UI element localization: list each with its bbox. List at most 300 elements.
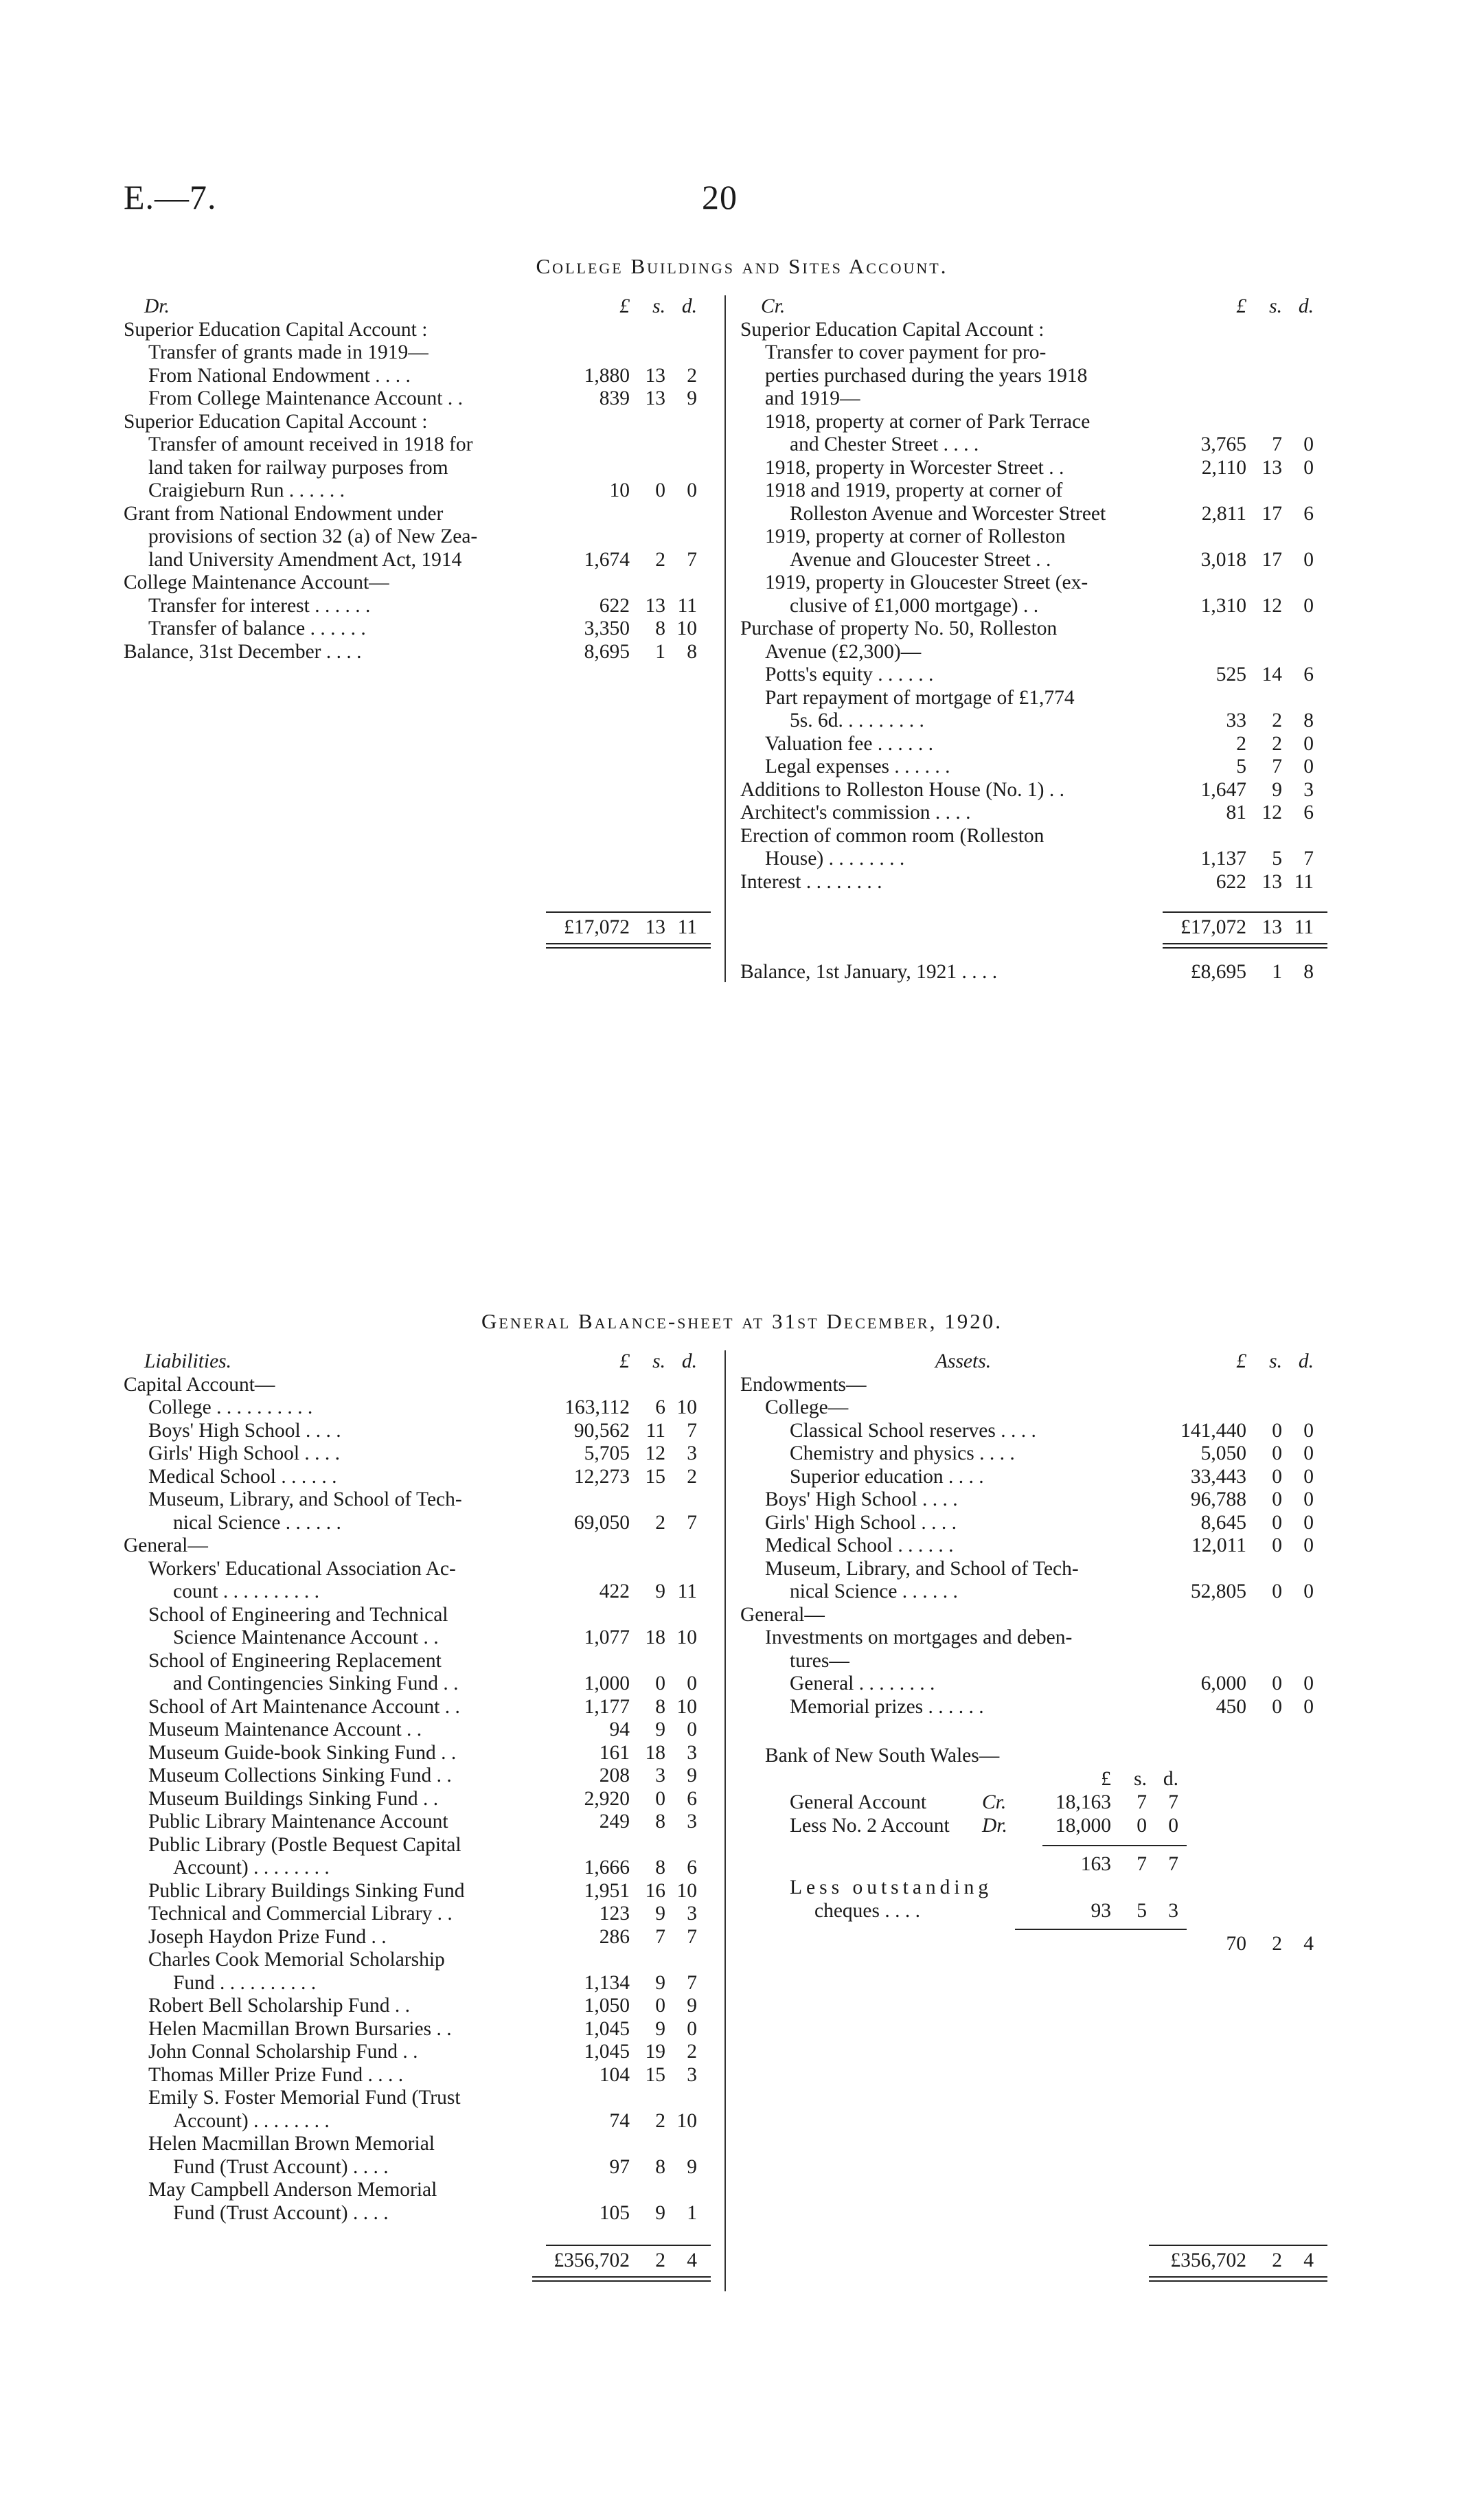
cr-row-shillings: 7 <box>1272 756 1282 778</box>
cr-row-label: and Chester Street . . . . <box>790 433 979 455</box>
dr-row-pounds: 8,695 <box>584 640 630 663</box>
cr-row-pounds: 622 <box>1215 870 1246 893</box>
cr-row <box>740 848 1314 871</box>
liabilities-currency-s: s. <box>652 1350 665 1372</box>
cr-total-rule-bottom <box>1163 943 1327 949</box>
cr-row-shillings: 12 <box>1262 802 1282 824</box>
cr-row-label: 1918, property at corner of Park Terrace <box>765 410 1091 433</box>
liabilities-row-pence: 9 <box>687 1765 697 1786</box>
liabilities-row-amount <box>549 2064 697 2087</box>
page-reference: E.—7. <box>124 178 217 216</box>
cr-row-pounds: 5 <box>1236 756 1246 778</box>
liabilities-row-pounds: 1,050 <box>584 1995 630 2017</box>
cr-row-shillings: 13 <box>1262 870 1282 893</box>
liabilities-row-shillings: 9 <box>655 2201 665 2224</box>
liabilities-row-amount <box>549 1811 697 1834</box>
dr-row-shillings: 2 <box>655 548 665 571</box>
cr-row-label: Potts's equity . . . . . . <box>765 663 934 685</box>
liabilities-row-label: Boys' High School . . . . <box>148 1419 341 1442</box>
dr-row-pence: 11 <box>677 594 697 617</box>
dr-row-pence: 7 <box>687 548 697 571</box>
dr-row-amount <box>549 549 697 572</box>
liabilities-row-amount <box>549 1696 697 1719</box>
cr-row-label: 1919, property in Gloucester Street (ex- <box>765 571 1088 593</box>
cr-row <box>740 871 1314 894</box>
dr-total-pounds: £17,072 <box>564 916 630 938</box>
dr-row-amount <box>549 387 697 411</box>
cr-row-label: Valuation fee . . . . . . <box>765 732 933 755</box>
cr-currency-l: £ <box>1236 295 1246 317</box>
liabilities-row <box>124 1972 697 1995</box>
liabilities-row <box>124 1488 697 1512</box>
assets-row-pounds: 141,440 <box>1180 1419 1246 1442</box>
cr-row <box>740 365 1314 388</box>
dr-currency-header <box>549 295 697 319</box>
cr-balance-pence: 8 <box>1303 961 1314 983</box>
liabilities-row-amount <box>549 1880 697 1903</box>
cr-row <box>740 641 1314 664</box>
cr-row-amount <box>1165 457 1314 480</box>
cr-row-amount <box>1165 663 1314 687</box>
dr-row-shillings: 0 <box>655 479 665 501</box>
liabilities-row-label: Workers' Educational Association Ac- <box>148 1557 456 1580</box>
dr-total-pence: 11 <box>677 916 697 938</box>
cr-row-shillings: 17 <box>1262 502 1282 525</box>
dr-row-pounds: 10 <box>609 479 630 501</box>
bank-net-shillings: 7 <box>1137 1853 1147 1875</box>
cr-row-shillings: 5 <box>1272 848 1282 870</box>
cr-row-shillings: 7 <box>1272 433 1282 455</box>
cr-row-pence: 0 <box>1303 548 1314 571</box>
liabilities-row-pence: 1 <box>687 2201 697 2224</box>
liabilities-row <box>124 1765 697 1788</box>
liabilities-total-rule-bottom <box>532 2276 711 2282</box>
cr-row-shillings: 17 <box>1262 548 1282 571</box>
liabilities-row-label: Science Maintenance Account . . <box>173 1626 439 1648</box>
cr-row-shillings: 2 <box>1272 710 1282 731</box>
liabilities-row-label: John Connal Scholarship Fund . . <box>148 2041 418 2063</box>
cr-row-pence: 6 <box>1303 502 1314 525</box>
dr-row-label: From College Maintenance Account . . <box>148 387 463 409</box>
cr-row-pence: 6 <box>1303 802 1314 824</box>
balance-sheet-title: General Balance-sheet at 31st December, 1920. <box>481 1309 1003 1333</box>
liabilities-row-pounds: 1,077 <box>584 1626 630 1648</box>
liabilities-row-pounds: 1,000 <box>584 1672 630 1694</box>
liabilities-row-shillings: 2 <box>655 1511 665 1534</box>
cr-row-label: Legal expenses . . . . . . <box>765 756 950 778</box>
liabilities-row-pence: 2 <box>687 2041 697 2063</box>
cr-row-label: perties purchased during the years 1918 <box>765 364 1088 387</box>
assets-row-amount <box>1165 1672 1314 1696</box>
liabilities-row-label: Fund . . . . . . . . . . <box>173 1971 317 1994</box>
cr-row-label: Superior Education Capital Account : <box>740 318 1044 341</box>
liabilities-row-amount <box>549 2018 697 2041</box>
assets-row <box>740 1580 1314 1604</box>
liabilities-row-pounds: 74 <box>609 2109 630 2132</box>
liabilities-row-pence: 7 <box>687 1511 697 1534</box>
liabilities-row <box>124 1788 697 1811</box>
liabilities-row <box>124 1580 697 1604</box>
cr-row <box>740 571 1314 595</box>
assets-row <box>740 1626 1314 1650</box>
assets-row-label: Girls' High School . . . . <box>765 1511 957 1534</box>
liabilities-row-label: nical Science . . . . . . <box>173 1511 341 1534</box>
liabilities-row-shillings: 15 <box>645 2063 665 2086</box>
assets-row-label: Chemistry and physics . . . . <box>790 1442 1015 1464</box>
liabilities-row-label: Helen Macmillan Brown Bursaries . . <box>148 2017 452 2040</box>
liabilities-row-label: Museum Guide-book Sinking Fund . . <box>148 1741 457 1764</box>
assets-row-pence: 0 <box>1303 1695 1314 1718</box>
dr-row-pounds: 839 <box>599 387 630 409</box>
cr-row-pounds: 81 <box>1226 802 1246 824</box>
bank-currency-l: £ <box>1101 1768 1111 1790</box>
liabilities-row-pence: 3 <box>687 2063 697 2086</box>
assets-row-pence: 0 <box>1303 1442 1314 1464</box>
dr-row-label: Craigieburn Run . . . . . . <box>148 479 345 501</box>
liabilities-row-pounds: 5,705 <box>584 1442 630 1464</box>
cr-row-pounds: 2,811 <box>1201 502 1246 525</box>
assets-row <box>740 1672 1314 1696</box>
liabilities-row-amount <box>549 1995 697 2018</box>
liabilities-row <box>124 1626 697 1650</box>
liabilities-row-amount <box>549 1626 697 1650</box>
liabilities-column <box>124 1350 697 2225</box>
assets-row-label: Endowments— <box>740 1373 867 1396</box>
college-center-divider <box>724 295 726 982</box>
liabilities-row-shillings: 2 <box>655 2109 665 2132</box>
college-account-title: College Buildings and Sites Account. <box>536 254 948 278</box>
bank-cheques-shillings: 5 <box>1137 1900 1147 1922</box>
dr-total-rule-bottom <box>546 943 711 949</box>
liabilities-row-amount <box>549 1742 697 1765</box>
liabilities-total-pence: 4 <box>687 2249 697 2271</box>
liabilities-row-pounds: 1,951 <box>584 1879 630 1902</box>
cr-row <box>740 457 1314 480</box>
liabilities-row <box>124 2110 697 2133</box>
assets-total-pence: 4 <box>1303 2249 1314 2271</box>
assets-row <box>740 1512 1314 1535</box>
assets-row-pounds: 96,788 <box>1190 1488 1246 1510</box>
cr-row-pence: 0 <box>1303 594 1314 617</box>
liabilities-row <box>124 2202 697 2225</box>
cr-row-label: 1918 and 1919, property at corner of <box>765 479 1063 501</box>
liabilities-row-pounds: 163,112 <box>564 1396 630 1418</box>
liabilities-row <box>124 1742 697 1765</box>
bank-less-no2-shillings: 0 <box>1137 1815 1147 1837</box>
cr-row <box>740 549 1314 572</box>
cr-total-rule-top <box>1163 911 1327 913</box>
liabilities-row-shillings: 0 <box>655 1995 665 2017</box>
liabilities-row-label: Public Library Maintenance Account <box>148 1811 448 1833</box>
assets-total-rule-top <box>1149 2245 1327 2246</box>
liabilities-heading: Liabilities. <box>144 1350 232 1372</box>
assets-row-shillings: 0 <box>1272 1534 1282 1556</box>
bank-currency-s: s. <box>1134 1768 1147 1790</box>
liabilities-row-shillings: 8 <box>655 1857 665 1879</box>
cr-row <box>740 387 1314 411</box>
liabilities-row <box>124 1534 697 1558</box>
cr-row-pounds: 2,110 <box>1201 456 1246 479</box>
cr-row-amount <box>1165 549 1314 572</box>
liabilities-row-shillings: 9 <box>655 1903 665 1925</box>
liabilities-row-pounds: 208 <box>599 1765 630 1786</box>
liabilities-row-amount <box>549 1420 697 1443</box>
liabilities-row-label: count . . . . . . . . . . <box>173 1580 320 1602</box>
dr-row <box>124 411 697 434</box>
liabilities-row-pence: 0 <box>687 1672 697 1694</box>
dr-row-pounds: 1,674 <box>584 548 630 571</box>
bank-general-shillings: 7 <box>1137 1791 1147 1813</box>
assets-row-pence: 0 <box>1303 1534 1314 1556</box>
liabilities-row-amount <box>549 1442 697 1466</box>
liabilities-row-shillings: 16 <box>645 1879 665 1902</box>
liabilities-row-shillings: 9 <box>655 1580 665 1602</box>
liabilities-currency-d: d. <box>681 1350 697 1372</box>
liabilities-row-shillings: 7 <box>655 1925 665 1948</box>
assets-row-shillings: 0 <box>1272 1465 1282 1488</box>
liabilities-row-pounds: 90,562 <box>573 1419 630 1442</box>
liabilities-row-pounds: 2,920 <box>584 1787 630 1810</box>
liabilities-row-label: Fund (Trust Account) . . . . <box>173 2201 389 2224</box>
dr-row <box>124 341 697 365</box>
liabilities-row <box>124 1857 697 1880</box>
liabilities-row-pence: 7 <box>687 1925 697 1948</box>
liabilities-row-shillings: 18 <box>645 1626 665 1648</box>
dr-heading: Dr. <box>144 295 170 317</box>
assets-row-pounds: 33,443 <box>1190 1465 1246 1488</box>
cr-row-label: Avenue (£2,300)— <box>765 640 922 663</box>
dr-row-pence: 2 <box>687 364 697 387</box>
assets-row-pounds: 450 <box>1215 1695 1246 1718</box>
bank-less-no2-side: Dr. <box>982 1815 1007 1837</box>
liabilities-row-pounds: 422 <box>599 1580 630 1602</box>
liabilities-row-pounds: 1,177 <box>584 1695 630 1718</box>
cr-row-shillings: 14 <box>1262 663 1282 685</box>
liabilities-row <box>124 1696 697 1719</box>
assets-heading-row <box>740 1350 1314 1374</box>
bank-result-rule <box>1015 1929 1187 1930</box>
dr-row-amount <box>549 595 697 618</box>
liabilities-row-label: Helen Macmillan Brown Memorial <box>148 2133 435 2155</box>
liabilities-currency-l: £ <box>619 1350 630 1372</box>
cr-row <box>740 341 1314 365</box>
dr-row-label: land University Amendment Act, 1914 <box>148 548 462 571</box>
cr-row <box>740 411 1314 434</box>
bank-block <box>740 1745 1314 1955</box>
dr-row-pence: 10 <box>676 617 697 639</box>
dr-row-label: Transfer of balance . . . . . . <box>148 617 366 639</box>
bank-general-side: Cr. <box>982 1791 1007 1813</box>
liabilities-row-pounds: 97 <box>609 2155 630 2178</box>
liabilities-row <box>124 1949 697 1972</box>
dr-row-label: Superior Education Capital Account : <box>124 410 428 433</box>
liabilities-row <box>124 1650 697 1673</box>
bank-less-outstanding: Less outstanding <box>790 1876 993 1898</box>
liabilities-row-label: Thomas Miller Prize Fund . . . . <box>148 2063 404 2086</box>
assets-row-label: Classical School reserves . . . . <box>790 1419 1036 1442</box>
assets-row-amount <box>1165 1466 1314 1489</box>
cr-row-amount <box>1165 710 1314 733</box>
liabilities-row-label: Account) . . . . . . . . <box>173 1857 330 1879</box>
assets-row <box>740 1396 1314 1420</box>
liabilities-row-amount <box>549 2041 697 2064</box>
liabilities-row-amount <box>549 1926 697 1949</box>
liabilities-row-amount <box>549 1512 697 1535</box>
dr-row-amount <box>549 617 697 641</box>
cr-balance-shillings: 1 <box>1272 961 1282 983</box>
liabilities-total-shillings: 2 <box>655 2249 665 2271</box>
dr-currency-s: s. <box>652 295 665 317</box>
liabilities-row-pence: 9 <box>687 2155 697 2178</box>
liabilities-row-pounds: 123 <box>599 1903 630 1925</box>
bank-net-pounds: 163 <box>1080 1853 1111 1875</box>
liabilities-row-pence: 3 <box>687 1741 697 1764</box>
cr-row-pounds: 1,310 <box>1200 594 1246 617</box>
cr-row-label: Additions to Rolleston House (No. 1) . . <box>740 778 1064 801</box>
college-cr-column <box>740 295 1314 894</box>
cr-row-label: Architect's commission . . . . <box>740 802 971 824</box>
liabilities-row-amount <box>549 1788 697 1811</box>
cr-row <box>740 479 1314 503</box>
cr-row-amount <box>1165 848 1314 871</box>
dr-total-shillings: 13 <box>645 916 665 938</box>
dr-row-label: Transfer of amount received in 1918 for <box>148 433 473 455</box>
liabilities-row-pounds: 161 <box>599 1741 630 1764</box>
assets-row <box>740 1650 1314 1673</box>
cr-row-pence: 6 <box>1303 663 1314 685</box>
dr-row <box>124 525 697 549</box>
liabilities-row-pence: 11 <box>677 1580 697 1602</box>
liabilities-row <box>124 1512 697 1535</box>
assets-row <box>740 1466 1314 1489</box>
cr-row-shillings: 12 <box>1262 594 1282 617</box>
dr-row <box>124 479 697 503</box>
dr-row <box>124 433 697 457</box>
liabilities-row-pence: 7 <box>687 1971 697 1994</box>
bank-result-pence: 4 <box>1303 1933 1314 1955</box>
liabilities-row <box>124 1558 697 1581</box>
cr-row-label: Erection of common room (Rolleston <box>740 824 1044 847</box>
liabilities-row <box>124 1420 697 1443</box>
bank-currency-d: d. <box>1163 1768 1178 1790</box>
assets-row-label: nical Science . . . . . . <box>790 1580 958 1602</box>
dr-row-amount <box>549 641 697 664</box>
cr-row-amount <box>1165 733 1314 756</box>
liabilities-row-pence: 0 <box>687 1718 697 1740</box>
assets-row-label: Memorial prizes . . . . . . <box>790 1695 984 1718</box>
dr-row <box>124 365 697 388</box>
liabilities-row-pence: 9 <box>687 1995 697 2017</box>
dr-row <box>124 457 697 480</box>
assets-row-shillings: 0 <box>1272 1488 1282 1510</box>
liabilities-row-pence: 7 <box>687 1419 697 1442</box>
liabilities-heading-row <box>124 1350 697 1374</box>
cr-row <box>740 525 1314 549</box>
liabilities-row <box>124 1903 697 1926</box>
liabilities-row-amount <box>549 2110 697 2133</box>
cr-row <box>740 687 1314 710</box>
liabilities-row-pence: 10 <box>676 2109 697 2132</box>
cr-row-label: clusive of £1,000 mortgage) . . <box>790 594 1039 617</box>
dr-heading-row <box>124 295 697 319</box>
liabilities-row-label: Robert Bell Scholarship Fund . . <box>148 1995 411 2017</box>
liabilities-row-label: Charles Cook Memorial Scholarship <box>148 1949 445 1971</box>
cr-row-label: House) . . . . . . . . <box>765 848 905 870</box>
liabilities-row <box>124 1811 697 1834</box>
dr-row <box>124 387 697 411</box>
cr-row-pounds: 2 <box>1236 732 1246 755</box>
assets-column <box>740 1350 1314 1718</box>
liabilities-row-label: Joseph Haydon Prize Fund . . <box>148 1925 387 1948</box>
cr-total-shillings: 13 <box>1262 916 1282 938</box>
dr-row-shillings: 8 <box>655 617 665 639</box>
assets-row <box>740 1442 1314 1466</box>
dr-row-label: provisions of section 32 (a) of New Zea- <box>148 525 478 547</box>
liabilities-row-pounds: 94 <box>609 1718 630 1740</box>
assets-row-label: tures— <box>790 1649 849 1672</box>
assets-row-label: Investments on mortgages and deben- <box>765 1626 1073 1648</box>
liabilities-row-amount <box>549 1903 697 1926</box>
assets-row <box>740 1534 1314 1558</box>
cr-row-label: Interest . . . . . . . . <box>740 870 882 893</box>
assets-row-shillings: 0 <box>1272 1511 1282 1534</box>
dr-row-amount <box>549 365 697 388</box>
cr-currency-s: s. <box>1269 295 1282 317</box>
assets-row-pounds: 6,000 <box>1200 1672 1246 1694</box>
liabilities-row-label: Medical School . . . . . . <box>148 1465 337 1488</box>
cr-row-pence: 0 <box>1303 433 1314 455</box>
cr-row-pounds: 525 <box>1215 663 1246 685</box>
cr-row-pounds: 1,647 <box>1200 778 1246 801</box>
liabilities-row-label: Girls' High School . . . . <box>148 1442 341 1464</box>
assets-row-pounds: 12,011 <box>1191 1534 1246 1556</box>
assets-row-label: Museum, Library, and School of Tech- <box>765 1557 1079 1580</box>
assets-currency-d: d. <box>1298 1350 1314 1372</box>
cr-row <box>740 779 1314 802</box>
bank-result-shillings: 2 <box>1272 1933 1282 1955</box>
dr-row-label: Transfer for interest . . . . . . <box>148 594 371 617</box>
liabilities-total <box>532 2249 697 2272</box>
liabilities-row-pounds: 1,666 <box>584 1857 630 1879</box>
assets-total <box>1149 2249 1314 2272</box>
liabilities-row-shillings: 0 <box>655 1672 665 1694</box>
liabilities-row-label: Public Library Buildings Sinking Fund <box>148 1879 465 1902</box>
liabilities-total-pounds: £356,702 <box>553 2249 630 2271</box>
dr-row-pence: 0 <box>687 479 697 501</box>
bank-cheques-pounds: 93 <box>1091 1900 1111 1922</box>
liabilities-row-amount <box>549 1765 697 1788</box>
liabilities-row-amount <box>549 1857 697 1880</box>
liabilities-row <box>124 1926 697 1949</box>
assets-row-pence: 0 <box>1303 1488 1314 1510</box>
liabilities-row-pence: 3 <box>687 1442 697 1464</box>
cr-row <box>740 503 1314 526</box>
assets-row-amount <box>1165 1580 1314 1604</box>
cr-row-pence: 7 <box>1303 848 1314 870</box>
liabilities-row-shillings: 15 <box>645 1465 665 1488</box>
bank-general-pounds: 18,163 <box>1055 1791 1111 1813</box>
assets-row-amount <box>1165 1512 1314 1535</box>
liabilities-row-amount <box>549 1466 697 1489</box>
dr-row <box>124 595 697 618</box>
assets-row <box>740 1604 1314 1627</box>
liabilities-row-pence: 3 <box>687 1811 697 1833</box>
liabilities-row-label: School of Art Maintenance Account . . <box>148 1695 460 1718</box>
dr-row <box>124 549 697 572</box>
cr-row-pence: 0 <box>1303 456 1314 479</box>
cr-row-pence: 3 <box>1303 778 1314 801</box>
dr-row-shillings: 13 <box>645 364 665 387</box>
